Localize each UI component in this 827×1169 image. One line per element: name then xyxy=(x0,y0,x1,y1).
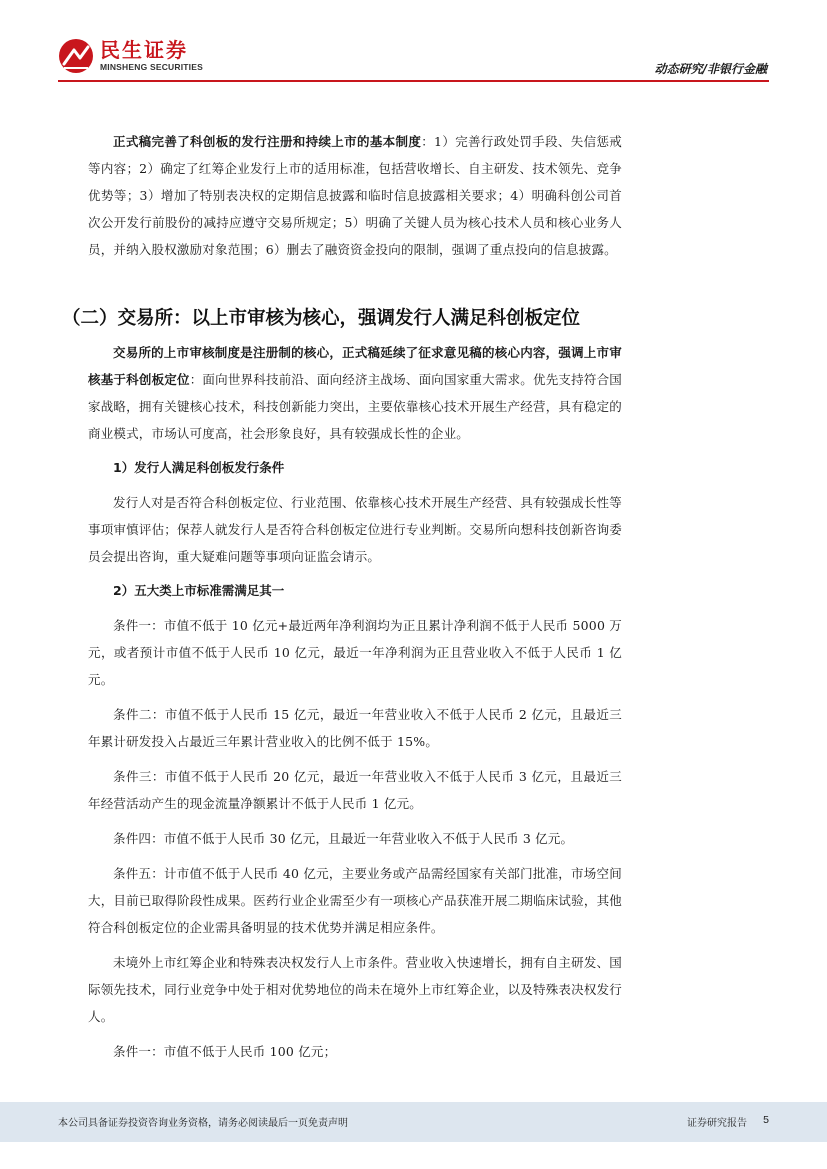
paragraph-lead-bold: 交易所的上市审核制度是注册制的核心，正式稿延续了征求意见稿的核心内容，强调上市审核基于科创板定位 xyxy=(88,345,622,387)
footer-report-label: 证券研究报告 xyxy=(687,1118,747,1129)
paragraph-red-chip: 未境外上市红筹企业和特殊表决权发行人上市条件。营业收入快速增长，拥有自主研发、国际领先技术，同行业竞争中处于相对优势地位的尚未在境外上市红筹企业，以及特殊表决权发行人。 xyxy=(88,955,622,1024)
paragraph-exchange-review xyxy=(88,339,622,447)
paragraph-formal-draft xyxy=(88,128,622,263)
footer-disclaimer: 本公司具备证券投资咨询业务资格，请务必阅读最后一页免责声明 xyxy=(58,1118,348,1129)
paragraph-text: ：面向世界科技前沿、面向经济主战场、面向国家重大需求。优先支持符合国家战略，拥有关键核心技术，科技创新能力突出，主要依靠核心技术开展生产经营，具有稳定的商业模式，市场认可度高，社会形象良好，具有较强成长性的企业。 xyxy=(88,372,622,441)
page-number: 5 xyxy=(763,1114,769,1126)
page-header xyxy=(0,0,827,90)
paragraph-issuer-assessment: 发行人对是否符合科创板定位、行业范围、依靠核心技术开展生产经营、具有较强成长性等事项审慎评估；保荐人就发行人是否符合科创板定位进行专业判断。交易所向想科技创新咨询委员会提出咨询，重大疑难问题等事项向证监会请示。 xyxy=(88,495,622,564)
logo-chinese-name: 民生证券 xyxy=(100,38,188,62)
subheading-listing-standards: 2）五大类上市标准需满足其一 xyxy=(113,583,285,598)
condition-item: 条件三：市值不低于人民币 20 亿元，最近一年营业收入不低于人民币 3 亿元，且最近三年经营活动产生的现金流量净额累计不低于人民币 1 亿元。 xyxy=(88,769,622,811)
report-category: 动态研究/非银行金融 xyxy=(654,62,767,76)
logo-english-name: MINSHENG SECURITIES xyxy=(100,62,203,72)
paragraph-text: ：1）完善行政处罚手段、失信惩戒等内容；2）确定了红筹企业发行上市的适用标准，包括营收增长、自主研发、技术领先、竞争优势等；3）增加了特别表决权的定期信息披露和临时信息披露相关要求；4）明确科创公司首次公开发行前股份的减持应遵守交易所规定；5）明确了关键人员为核心技术人员和核心业务人员，并纳入股权激励对象范围；6）删去了融资资金投向的限制，强调了重点投向的信息披露。 xyxy=(88,134,622,257)
condition-item: 条件一：市值不低于人民币 100 亿元； xyxy=(113,1044,337,1059)
document-body xyxy=(62,128,622,1073)
section-heading: （二）交易所：以上市审核为核心，强调发行人满足科创板定位 xyxy=(62,308,581,329)
condition-item: 条件五：计市值不低于人民币 40 亿元，主要业务或产品需经国家有关部门批准，市场空间大，目前已取得阶段性成果。医药行业企业需至少有一项核心产品获准开展二期临床试验，其他符合科创板定位的企业需具备明显的技术优势并满足相应条件。 xyxy=(88,866,622,935)
subheading-issuance-conditions: 1）发行人满足科创板发行条件 xyxy=(113,460,285,475)
minsheng-logo-icon xyxy=(58,38,94,74)
paragraph-lead-bold: 正式稿完善了科创板的发行注册和持续上市的基本制度 xyxy=(113,134,422,149)
condition-item: 条件四：市值不低于人民币 30 亿元，且最近一年营业收入不低于人民币 3 亿元。 xyxy=(113,831,574,846)
condition-item: 条件二：市值不低于人民币 15 亿元，最近一年营业收入不低于人民币 2 亿元，且最近三年累计研发投入占最近三年累计营业收入的比例不低于 15%。 xyxy=(88,707,622,749)
condition-item: 条件一：市值不低于 10 亿元+最近两年净利润均为正且累计净利润不低于人民币 5000 万元，或者预计市值不低于人民币 10 亿元，最近一年净利润为正且营业收入不低于人民币 1 亿元。 xyxy=(88,618,622,687)
header-divider xyxy=(58,80,769,82)
page-footer xyxy=(0,1102,827,1142)
company-logo xyxy=(58,38,203,74)
